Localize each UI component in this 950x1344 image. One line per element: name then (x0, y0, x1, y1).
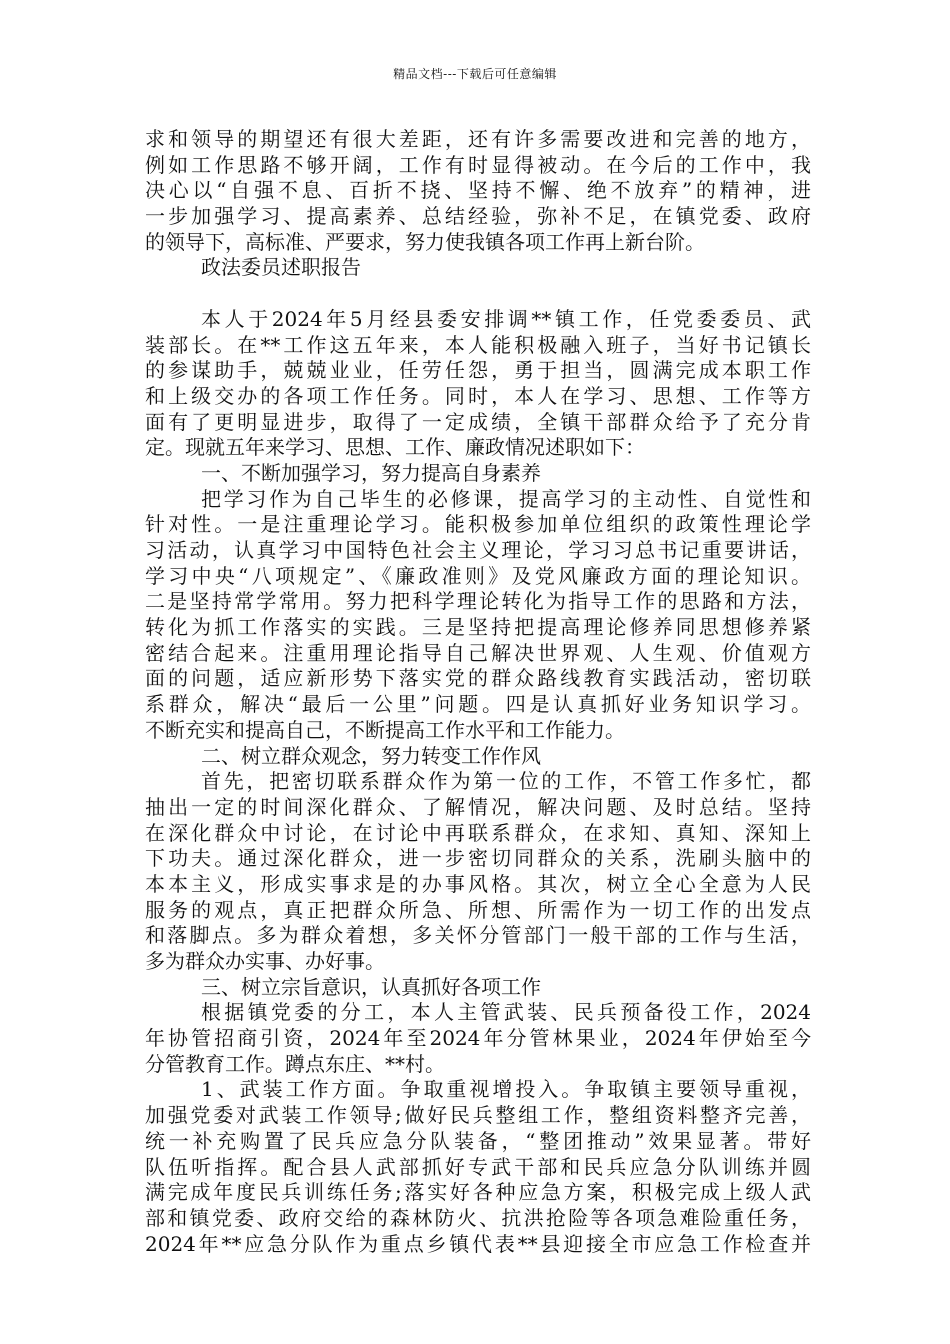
text-line: 面有了更明显进步，取得了一定成绩，全镇干部群众给予了充分肯 (145, 409, 811, 434)
text-line: 的领导下，高标准、严要求，努力使我镇各项工作再上新台阶。 (145, 229, 705, 254)
text-line: 部和镇党委、政府交给的森林防火、抗洪抢险等各项急难险重任务， (145, 1205, 811, 1230)
text-line: 密结合起来。注重用理论指导自己解决世界观、人生观、价值观方 (145, 640, 811, 665)
text-line: 例如工作思路不够开阔，工作有时显得被动。在今后的工作中，我 (145, 152, 811, 177)
document-body (145, 127, 811, 1257)
blank-line (145, 281, 811, 307)
text-line: 和上级交办的各项工作任务。同时，本人在学习、思想、工作等方 (145, 383, 811, 408)
text-line: 队伍听指挥。配合县人武部抓好专武干部和民兵应急分队训练并圆 (145, 1154, 811, 1179)
section-heading: 三、树立宗旨意识，认真抓好各项工作 (201, 974, 541, 999)
text-line: 本人于2024年5月经县委安排调**镇工作，任党委委员、武 (201, 306, 811, 331)
text-line: 决心以“自强不息、百折不挠、坚持不懈、绝不放弃”的精神，进 (145, 178, 811, 203)
text-line: 面的问题，适应新形势下落实党的群众路线教育实践活动，密切联 (145, 666, 811, 691)
section-heading: 政法委员述职报告 (201, 255, 361, 280)
text-line: 系群众，解决“最后一公里”问题。四是认真抓好业务知识学习。 (145, 692, 811, 717)
section-heading: 一、不断加强学习，努力提高自身素养 (201, 460, 541, 485)
text-line: 服务的观点，真正把群众所急、所想、所需作为一切工作的出发点 (145, 897, 811, 922)
text-line: 把学习作为自己毕生的必修课，提高学习的主动性、自觉性和 (201, 486, 811, 511)
text-line: 转化为抓工作落实的实践。三是坚持把提高理论修养同思想修养紧 (145, 615, 811, 640)
text-line: 抽出一定的时间深化群众、了解情况，解决问题、及时总结。坚持 (145, 794, 811, 819)
text-line: 首先，把密切联系群众作为第一位的工作，不管工作多忙，都 (201, 769, 811, 794)
text-line: 不断充实和提高自己，不断提高工作水平和工作能力。 (145, 717, 625, 742)
text-line: 分管教育工作。蹲点东庄、**村。 (145, 1051, 445, 1076)
text-line: 在深化群众中讨论，在讨论中再联系群众，在求知、真知、深知上 (145, 820, 811, 845)
text-line: 统一补充购置了民兵应急分队装备，“整团推动”效果显著。带好 (145, 1128, 811, 1153)
text-line: 2024年**应急分队作为重点乡镇代表**县迎接全市应急工作检查并 (145, 1231, 811, 1256)
text-line: 年协管招商引资，2024年至2024年分管林果业，2024年伊始至今 (145, 1026, 811, 1051)
text-line: 习活动，认真学习中国特色社会主义理论，学习习总书记重要讲话， (145, 538, 811, 562)
text-line: 的参谋助手，兢兢业业，任劳任怨，勇于担当，圆满完成本职工作 (145, 358, 811, 383)
text-line: 1、武装工作方面。争取重视增投入。争取镇主要领导重视， (201, 1077, 811, 1102)
text-line: 多为群众办实事、办好事。 (145, 949, 385, 973)
text-line: 二是坚持常学常用。努力把科学理论转化为指导工作的思路和方法， (145, 589, 811, 614)
text-line: 定。现就五年来学习、思想、工作、廉政情况述职如下： (145, 435, 645, 460)
text-line: 求和领导的期望还有很大差距，还有许多需要改进和完善的地方， (145, 127, 811, 151)
text-line: 满完成年度民兵训练任务;落实好各种应急方案，积极完成上级人武 (145, 1180, 811, 1205)
text-line: 下功夫。通过深化群众，进一步密切同群众的关系，洗刷头脑中的 (145, 846, 811, 871)
section-heading: 二、树立群众观念，努力转变工作作风 (201, 743, 541, 768)
text-line: 根据镇党委的分工，本人主管武装、民兵预备役工作，2024 (201, 1000, 811, 1025)
text-line: 和落脚点。多为群众着想，多关怀分管部门一般干部的工作与生活， (145, 923, 811, 948)
text-line: 本本主义，形成实事求是的办事风格。其次，树立全心全意为人民 (145, 871, 811, 896)
text-line: 一步加强学习、提高素养、总结经验，弥补不足，在镇党委、政府 (145, 204, 811, 229)
text-line: 加强党委对武装工作领导;做好民兵整组工作，整组资料整齐完善， (145, 1103, 811, 1128)
page-header: 精品文档---下载后可任意编辑 (393, 67, 557, 81)
text-line: 针对性。一是注重理论学习。能积极参加单位组织的政策性理论学 (145, 512, 811, 537)
text-line: 学习中央“八项规定”、《廉政准则》及党风廉政方面的理论知识。 (145, 563, 811, 588)
text-line: 装部长。在**工作这五年来，本人能积极融入班子，当好书记镇长 (145, 332, 811, 357)
